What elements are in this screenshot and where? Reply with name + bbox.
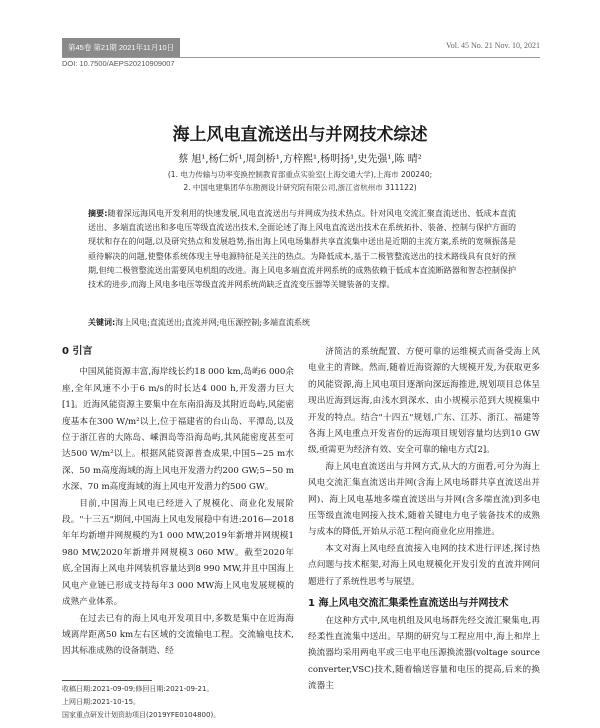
paragraph: 在过去已有的海上风电开发项目中,多数是集中在近海海域离岸距离50 km左右区域的交流输电工程。交流输电技术,因其标准成熟的设备制造、经 bbox=[62, 613, 294, 657]
keywords-label: 关键词: bbox=[88, 318, 116, 327]
left-column bbox=[62, 344, 294, 660]
section-heading-intro: 0 引言 bbox=[62, 346, 93, 357]
abstract-text: 随着深远海风电开发利用的快速发展,风电直流送出与并网成为技术热点。针对风电交流汇聚直流送出、低成本直流送出、多端直流送出和多电压等级直流送出技术,全面论述了海上风电直流送出技术在系统拓扑、装备、控制与保护方面的现状和存在的问题,以及研究热点和发展趋势,指出海上风电场集群共享直流集中送出是近期的主流方案,系统的宽频振荡是亟待解决的问题,使整体系统体现主导电源特征是关注的热点。为降低成本,基于二极管整流送出的技术路线具有良好的预期,但纯二极管整流送出需要风电机组的改进。海上风电多端直流并网系统的成熟依赖于低成本直流断路器和智态控制保护技术的进步,而海上风电多电压等级直流并网系统尚缺乏直流变压器等关键装备的支撑。 bbox=[88, 209, 516, 290]
affiliation-1: (1. 电力传输与功率变换控制教育部重点实验室(上海交通大学),上海市 200240; bbox=[167, 170, 433, 179]
issue-english: Vol. 45 No. 21 Nov. 10, 2021 bbox=[445, 41, 540, 50]
right-column bbox=[308, 344, 540, 695]
keywords bbox=[88, 317, 516, 328]
affiliation-2: 2. 中国电建集团华东勘测设计研究院有限公司,浙江省杭州市 311122) bbox=[183, 183, 417, 192]
paragraph: 在这种方式中,风电机组及风电场群先经交流汇聚集电,再经柔性直流集中送出。早期的研究与工程应用中,海上和岸上换流器均采用两电平或三电平电压源换流器(voltage source converter,VSC)技术,随着输送容量和电压的提高,后来的换流器主 bbox=[308, 615, 540, 692]
paper-title: 海上风电直流送出与并网技术综述 bbox=[172, 125, 428, 145]
footnote-received: 收稿日期:2021-09-09;修回日期:2021-09-21。 bbox=[62, 685, 214, 693]
keywords-text: 海上风电;直流送出;直流并网;电压源控制;多端直流系统 bbox=[115, 318, 310, 327]
abstract bbox=[88, 207, 516, 292]
paragraph: 济简洁的系统配置、方便可靠的运维模式而备受海上风电业主的青睐。然而,随着近海资源的大规模开发,为获取更多的风能资源,海上风电项目逐渐向深远海推进,规划项目总体呈现出近海到远海,由浅水到深水、由小规模示范到大规模集中开发的特点。结合"十四五"规划,广东、江苏、浙江、福建等各海上风电重点开发省份的远海项目规划容量均达到10 GW级,亟需更为经济有效、安全可靠的输电方式[2]。 bbox=[308, 347, 540, 456]
footnote-funding: 国家重点研发计划资助项目(2019YFE0104800)。 bbox=[62, 711, 221, 719]
running-header bbox=[62, 38, 540, 57]
author-list: 蔡 旭¹,杨仁炘¹,周剑桥¹,方梓熙¹,杨明扬¹,史先强¹,陈 晴² bbox=[178, 154, 422, 165]
footnote-online: 上网日期:2021-10-15。 bbox=[62, 698, 141, 706]
issue-tag: 第45卷 第21期 2021年11月10日 bbox=[62, 38, 180, 57]
section-heading-1: 1 海上风电交流汇集柔性直流送出与并网技术 bbox=[308, 598, 509, 610]
header-rule bbox=[62, 57, 540, 58]
paragraph: 本文对海上风电经直流接入电网的技术进行评述,探讨热点问题与技术框架,对海上风电规模化开发引发的直流并网问题进行了系统性思考与展望。 bbox=[308, 543, 540, 587]
paragraph: 目前,中国海上风电已经进入了规模化、商业化发展阶段。"十三五"期间,中国海上风电发展稳中有进:2016—2018年年均新增并网规模约为1 000 MW,2019年新增并网规模1 980 MW,2020年新增并网规模3 060 MW。截至2020年底,全国海上风电并网装机容量达到8 990 MW,并且中国海上风电产业链已形成支持每年3 000 MW海上风电发展规模的成熟产业体系。 bbox=[62, 498, 294, 608]
paragraph: 中国风能资源丰富,海岸线长约18 000 km,岛屿6 000余座,全年风速不小于6 m/s的时长达4 000 h,开发潜力巨大[1]。近海风能资源主要集中在东南沿海及其附近岛屿,风能密度基本在300 W/m²以上,位于福建省的台山岛、平潭岛,以及位于浙江省的大陈岛、嵊泗岛等沿海岛屿,其风能密度甚至可达500 W/m²以上。根据风能资源普查成果,中国5~25 m水深、50 m高度海域的海上风电开发潜力约200 GW;5~50 m水深、70 m高度海域的海上风电开发潜力约500 GW。 bbox=[62, 367, 294, 493]
paragraph: 海上风电直流送出与并网方式,从大的方面看,可分为海上风电交流汇集直流送出并网(含海上风电场群共享直流送出并网)、海上风电基地多端直流送出与并网(含多端直流)到多电压等级直流电网接入技术,随着关键电力电子装备技术的成熟与成本的降低,开始从示范工程向商业化应用推进。 bbox=[308, 461, 540, 538]
abstract-label: 摘要: bbox=[88, 209, 108, 218]
doi: DOI: 10.7500/AEPS20210909007 bbox=[62, 59, 175, 68]
footnote-rule bbox=[62, 680, 152, 681]
